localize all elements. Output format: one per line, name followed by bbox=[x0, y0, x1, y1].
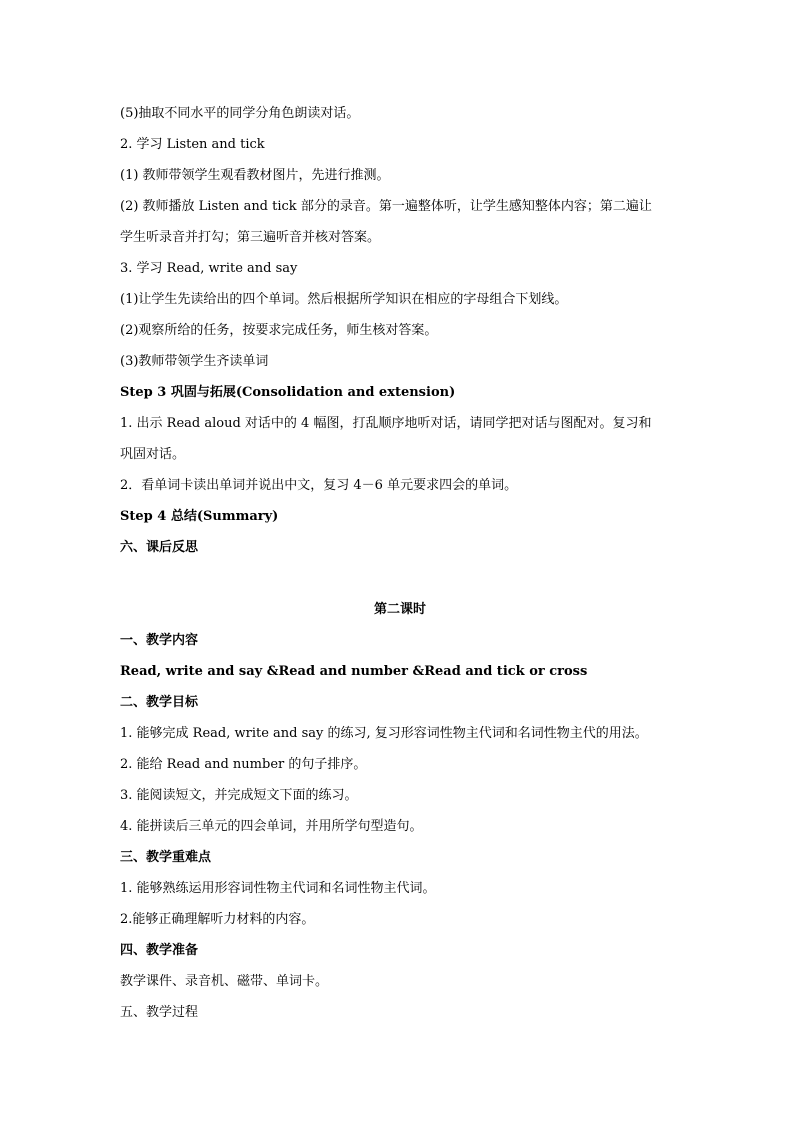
document-page bbox=[120, 98, 680, 1028]
step-heading: Step 3 巩固与拓展(Consolidation and extension) bbox=[120, 385, 456, 400]
lesson-title: 第二课时 bbox=[373, 602, 426, 617]
paragraph: 2. 学习 Listen and tick bbox=[120, 137, 265, 152]
goal-item: 3. 能阅读短文，并完成短文下面的练习。 bbox=[120, 788, 358, 803]
paragraph: 2．看单词卡读出单词并说出中文，复习 4－6 单元要求四会的单词。 bbox=[120, 478, 518, 493]
spacer bbox=[120, 563, 680, 594]
paragraph: 1. 出示 Read aloud 对话中的 4 幅图，打乱顺序地听对话，请同学把对话与图配对。复习和 bbox=[120, 416, 652, 431]
step-heading: Step 4 总结(Summary) bbox=[120, 509, 279, 524]
goal-item: 2. 能给 Read and number 的句子排序。 bbox=[120, 757, 367, 772]
paragraph: (3)教师带领学生齐读单词 bbox=[120, 354, 269, 369]
key-point: 2.能够正确理解听力材料的内容。 bbox=[120, 912, 315, 927]
section-heading: 五、教学过程 bbox=[120, 1005, 199, 1020]
paragraph: (2) 教师播放 Listen and tick 部分的录音。第一遍整体听，让学生感知整体内容；第二遍让 bbox=[120, 199, 652, 214]
paragraph: 3. 学习 Read, write and say bbox=[120, 261, 298, 276]
section-heading: 二、教学目标 bbox=[120, 695, 199, 710]
key-point: 1. 能够熟练运用形容词性物主代词和名词性物主代词。 bbox=[120, 881, 436, 896]
goal-item: 4. 能拼读后三单元的四会单词，并用所学句型造句。 bbox=[120, 819, 423, 834]
section-heading: 四、教学准备 bbox=[120, 943, 199, 958]
paragraph: 学生听录音并打勾；第三遍听音并核对答案。 bbox=[120, 230, 381, 245]
paragraph: (1)让学生先读给出的四个单词。然后根据所学知识在相应的字母组合下划线。 bbox=[120, 292, 568, 307]
goal-item: 1. 能够完成 Read, write and say 的练习, 复习形容词性物主代词和名词性物主代的用法。 bbox=[120, 726, 648, 741]
paragraph: (1) 教师带领学生观看教材图片，先进行推测。 bbox=[120, 168, 390, 183]
section-heading: 六、课后反思 bbox=[120, 540, 199, 555]
paragraph: (2)观察所给的任务，按要求完成任务，师生核对答案。 bbox=[120, 323, 438, 338]
paragraph: 巩固对话。 bbox=[120, 447, 186, 462]
paragraph: (5)抽取不同水平的同学分角色朗读对话。 bbox=[120, 106, 360, 121]
preparation: 教学课件、录音机、磁带、单词卡。 bbox=[120, 974, 329, 989]
section-heading: 一、教学内容 bbox=[120, 633, 199, 648]
section-heading: 三、教学重难点 bbox=[120, 850, 212, 865]
content-line: Read, write and say &Read and number &Read and tick or cross bbox=[120, 664, 588, 679]
